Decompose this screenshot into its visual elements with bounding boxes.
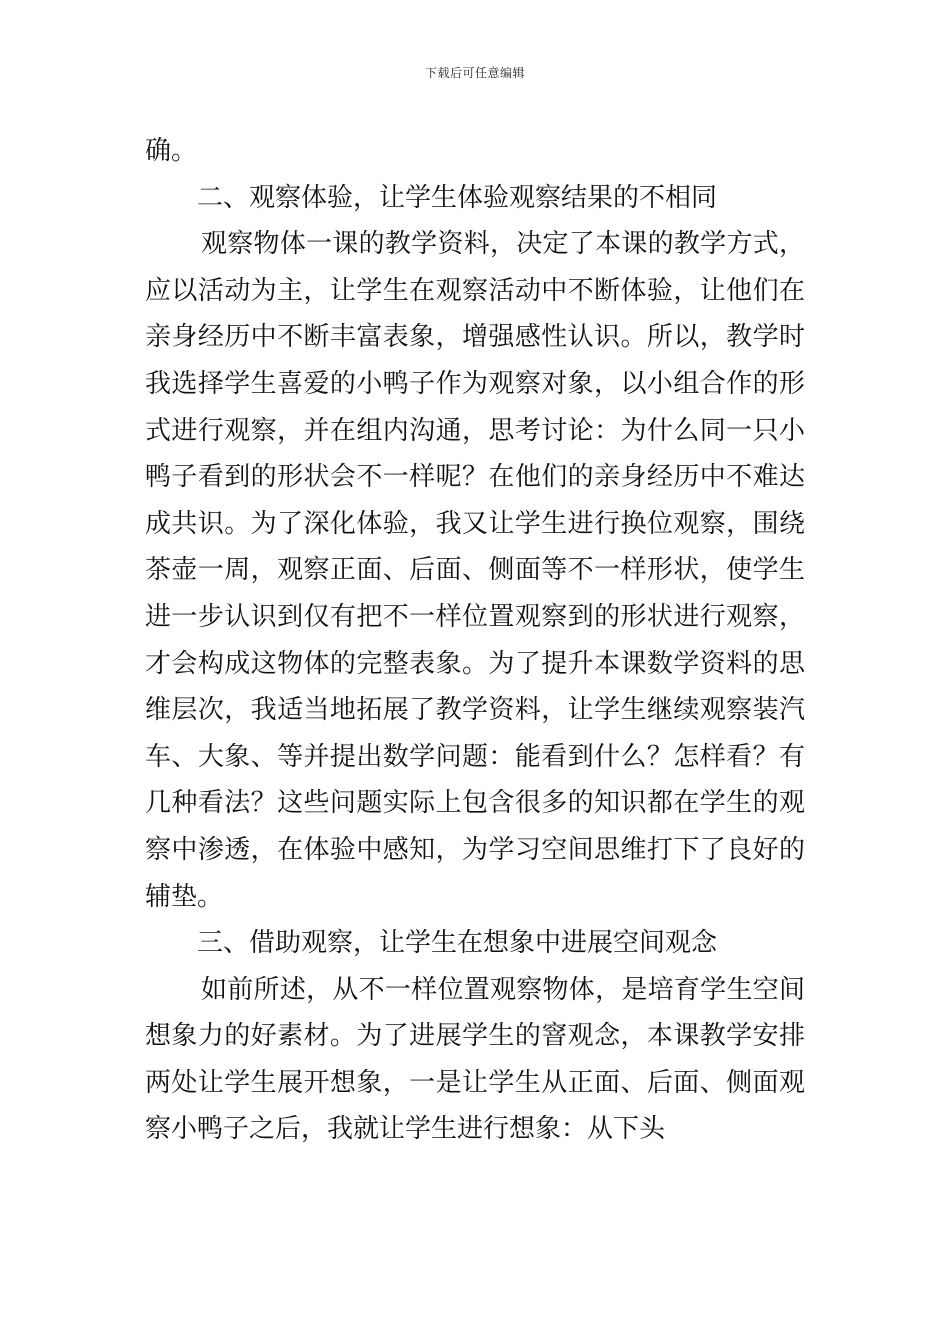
text-line: 进一步认识到仅有把不一样位置观察到的形状进行观察， — [145, 601, 805, 632]
text-line: 如前所述，从不一样位置观察物体，是培育学生空间 — [201, 974, 805, 1005]
text-line: 察小鸭子之后，我就让学生进行想象：从下头 — [145, 1114, 666, 1145]
text-line: 想象力的好素材。为了进展学生的窨观念，本课教学安排 — [145, 1021, 805, 1052]
section-heading: 三、借助观察，让学生在想象中进展空间观念 — [197, 928, 718, 959]
text-line: 两处让学生展开想象，一是让学生从正面、后面、侧面观 — [145, 1067, 805, 1098]
text-line: 应以活动为主，让学生在观察活动中不断体验，让他们在 — [145, 275, 805, 306]
section-heading: 二、观察体验，让学生体验观察结果的不相同 — [197, 182, 718, 213]
text-line: 察中渗透，在体验中感知，为学习空间思维打下了良好的 — [145, 834, 805, 865]
text-line: 才会构成这物体的完整表象。为了提升本课数学资料的思 — [145, 648, 805, 679]
text-line: 几种看法？这些问题实际上包含很多的知识都在学生的观 — [145, 788, 805, 819]
text-line: 确。 — [145, 136, 198, 166]
text-line: 鸭子看到的形状会不一样呢？在他们的亲身经历中不难达 — [145, 462, 805, 493]
text-line: 维层次，我适当地拓展了教学资料，让学生继续观察装汽 — [145, 695, 805, 726]
text-line: 观察物体一课的教学资料，决定了本课的教学方式， — [201, 229, 805, 260]
text-line: 式进行观察，并在组内沟通，思考讨论：为什么同一只小 — [145, 415, 805, 446]
page-header: 下载后可任意编辑 — [424, 66, 525, 80]
text-line: 我选择学生喜爱的小鸭子作为观察对象，以小组合作的形 — [145, 368, 805, 399]
text-line: 茶壶一周，观察正面、后面、侧面等不一样形状，使学生 — [145, 555, 805, 586]
text-line: 车、大象、等并提出数学问题：能看到什么？怎样看？有 — [145, 741, 805, 772]
text-line: 成共识。为了深化体验，我又让学生进行换位观察，围绕 — [145, 508, 805, 539]
text-line: 亲身经历中不断丰富表象，增强感性认识。所以，教学时 — [145, 322, 805, 353]
body-text — [145, 128, 805, 1153]
text-line: 辅垫。 — [145, 881, 224, 912]
